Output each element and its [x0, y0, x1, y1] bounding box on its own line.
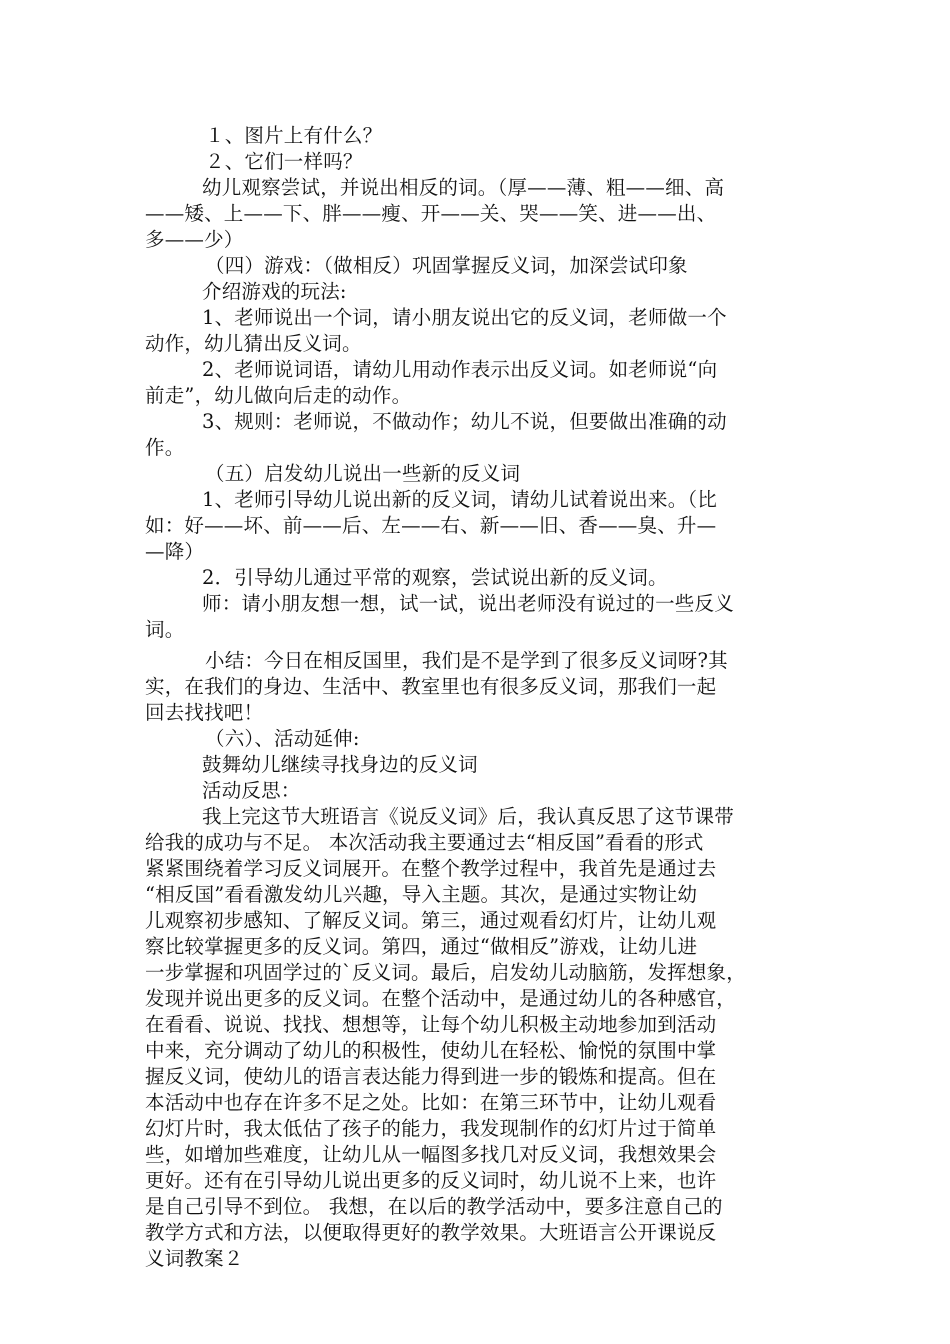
text-line: １、图片上有什么？: [205, 124, 383, 147]
text-line: 教学方式和方法，以便取得更好的教学效果。大班语言公开课说反: [145, 1221, 717, 1244]
text-line: —降）: [145, 540, 205, 563]
text-line: 是自己引导不到位。 我想，在以后的教学活动中，要多注意自己的: [145, 1195, 723, 1218]
text-line: 多——少）: [145, 228, 244, 251]
text-line: 1、老师说出一个词，请小朋友说出它的反义词，老师做一个: [202, 306, 727, 329]
text-line: “相反国”看看激发幼儿兴趣，导入主题。其次，是通过实物让幼: [145, 883, 698, 906]
text-line: 师：请小朋友想一想，试一试，说出老师没有说过的一些反义: [202, 592, 734, 615]
text-line: 前走”，幼儿做向后走的动作。: [145, 384, 412, 407]
text-line: 些，如增加些难度，让幼儿从一幅图多找几对反义词，我想效果会: [145, 1143, 717, 1166]
text-line: 2．引导幼儿通过平常的观察，尝试说出新的反义词。: [202, 566, 668, 589]
text-line: 如：好——坏、前——后、左——右、新——旧、香——臭、升—: [145, 514, 717, 537]
text-line: 小结：今日在相反国里，我们是不是学到了很多反义词呀?其: [205, 649, 728, 672]
section-heading: （六）、活动延伸:: [205, 727, 360, 750]
section-heading: （五）启发幼儿说出一些新的反义词: [205, 462, 521, 485]
text-line: 作。: [145, 436, 185, 459]
text-line: 本活动中也存在许多不足之处。比如：在第三环节中，让幼儿观看: [145, 1091, 717, 1114]
text-line: 1、老师引导幼儿说出新的反义词，请幼儿试着说出来。（比: [202, 488, 718, 511]
text-line: ２、它们一样吗？: [205, 150, 363, 173]
section-heading: 活动反思：: [202, 779, 301, 802]
text-line: 更好。还有在引导幼儿说出更多的反义词时，幼儿说不上来，也许: [145, 1169, 717, 1192]
text-line: 儿观察初步感知、了解反义词。第三，通过观看幻灯片，让幼儿观: [145, 909, 717, 932]
text-line: 在看看、说说、找找、想想等，让每个幼儿积极主动地参加到活动: [145, 1013, 717, 1036]
text-line: ——矮、上——下、胖——瘦、开——关、哭——笑、进——出、: [145, 202, 717, 225]
text-line: 鼓舞幼儿继续寻找身边的反义词: [202, 753, 478, 776]
text-line: 发现并说出更多的反义词。在整个活动中，是通过幼儿的各种感官，: [145, 987, 737, 1010]
text-line: 词。: [145, 618, 185, 641]
text-line: 我上完这节大班语言《说反义词》后，我认真反思了这节课带: [202, 805, 734, 828]
text-line: 一步掌握和巩固学过的`反义词。最后，启发幼儿动脑筋，发挥想象，: [145, 961, 746, 984]
text-line: 3、规则：老师说，不做动作；幼儿不说，但要做出准确的动: [202, 410, 727, 433]
text-line: 动作，幼儿猜出反义词。: [145, 332, 362, 355]
text-line: 2、老师说词语，请幼儿用动作表示出反义词。如老师说“向: [202, 358, 718, 381]
text-line: 实，在我们的身边、生活中、教室里也有很多反义词，那我们一起: [145, 675, 717, 698]
text-line: 幼儿观察尝试，并说出相反的词。（厚——薄、粗——细、高: [202, 176, 725, 199]
text-line: 给我的成功与不足。 本次活动我主要通过去“相反国”看看的形式: [145, 831, 704, 854]
text-line: 介绍游戏的玩法:: [202, 280, 347, 303]
text-line: 回去找找吧！: [145, 701, 264, 724]
text-line: 握反义词，使幼儿的语言表达能力得到进一步的锻炼和提高。但在: [145, 1065, 717, 1088]
text-line: 幻灯片时，我太低估了孩子的能力，我发现制作的幻灯片过于简单: [145, 1117, 717, 1140]
text-line: 义词教案２: [145, 1247, 244, 1270]
text-line: 紧紧围绕着学习反义词展开。在整个教学过程中，我首先是通过去: [145, 857, 717, 880]
text-line: 中来，充分调动了幼儿的积极性，使幼儿在轻松、愉悦的氛围中掌: [145, 1039, 717, 1062]
text-line: 察比较掌握更多的反义词。第四，通过“做相反”游戏，让幼儿进: [145, 935, 698, 958]
section-heading: （四）游戏：（做相反）巩固掌握反义词，加深尝试印象: [205, 254, 688, 277]
